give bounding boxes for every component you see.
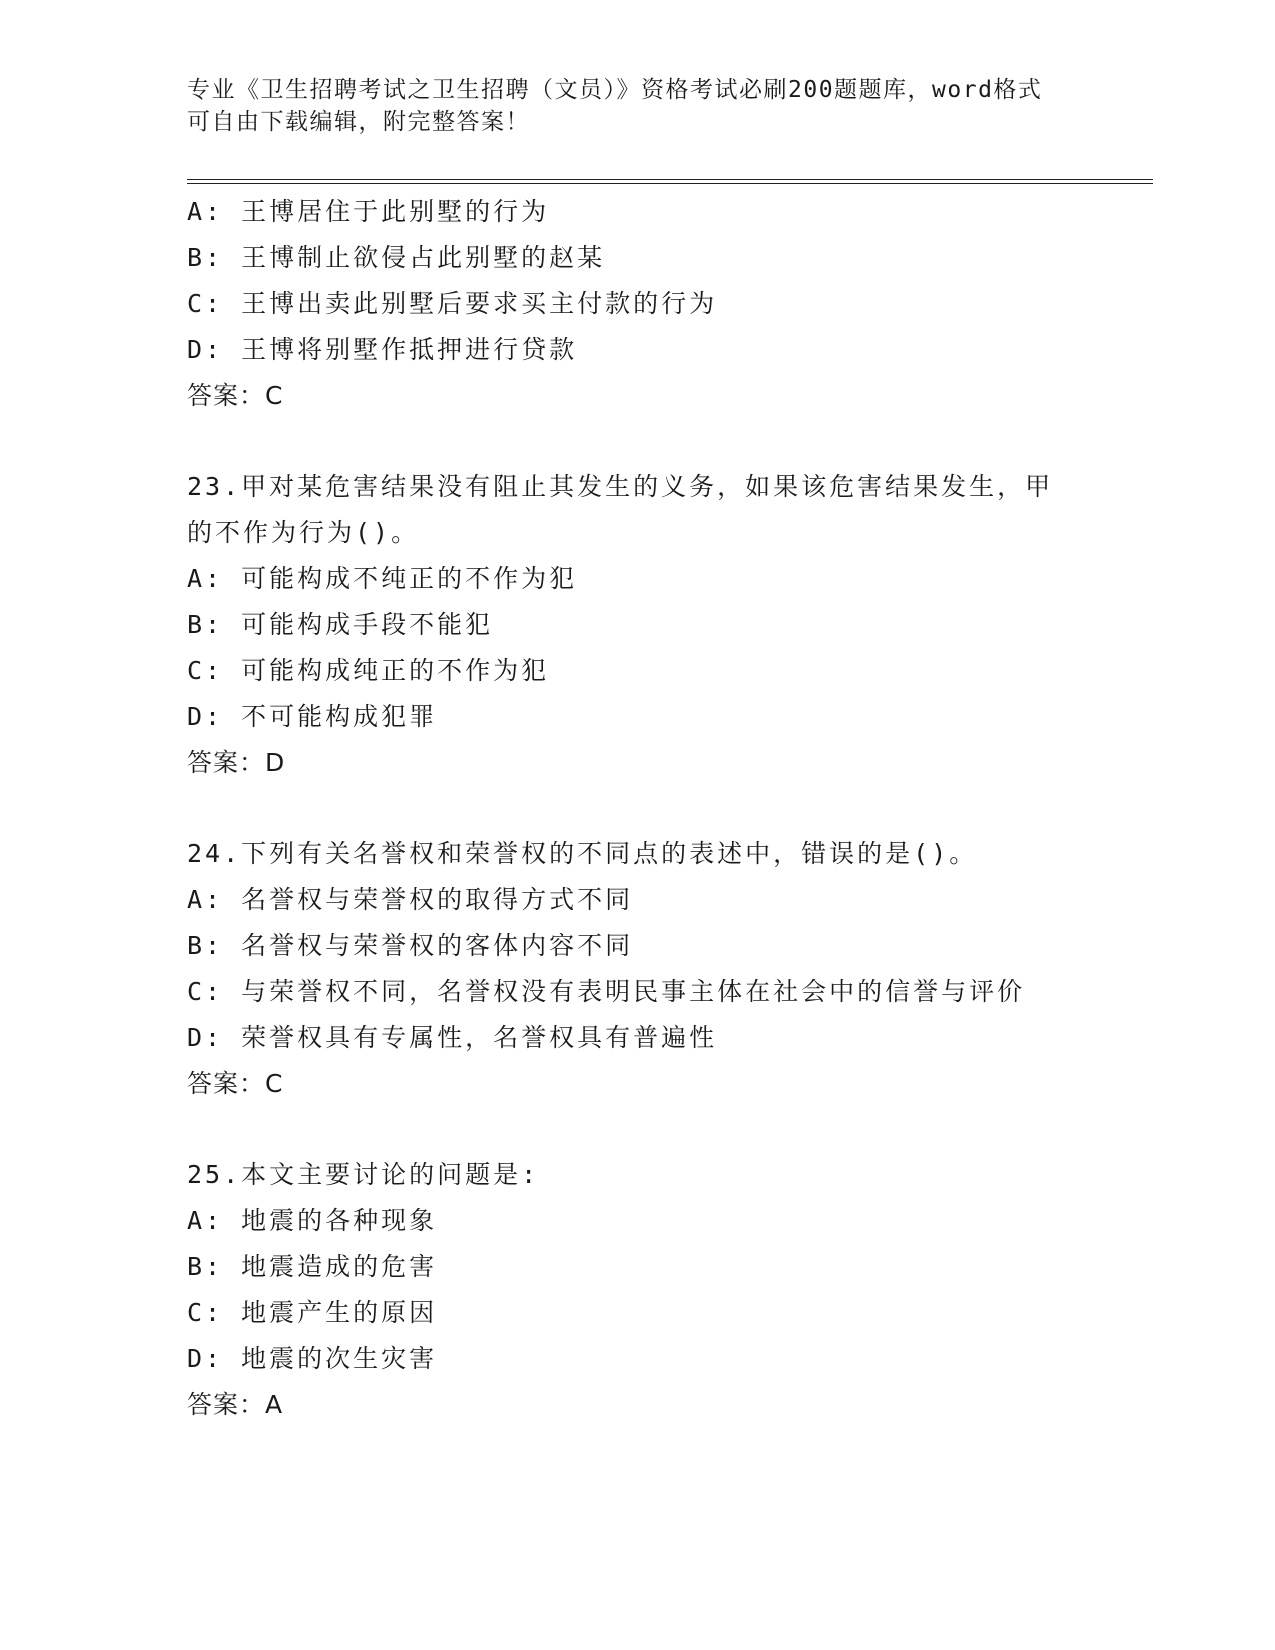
header-title-line-2: 可自由下载编辑，附完整答案！ — [187, 109, 530, 135]
answer-label: 答案：D — [187, 748, 286, 777]
option-b: B: 可能构成手段不能犯 — [187, 610, 494, 639]
question-stem-line-1: 25.本文主要讨论的问题是: — [187, 1160, 540, 1189]
option-b: B: 王博制止欲侵占此别墅的赵某 — [187, 243, 606, 272]
question-list — [187, 189, 1087, 1428]
question-stem-line-1: 24.下列有关名誉权和荣誉权的不同点的表述中，错误的是()。 — [187, 839, 978, 868]
header-divider-top — [187, 179, 1153, 180]
question-23 — [187, 464, 1087, 786]
header-title-line-1: 专业《卫生招聘考试之卫生招聘（文员）》资格考试必刷200题题库，word格式 — [187, 77, 1043, 103]
option-c: C: 可能构成纯正的不作为犯 — [187, 656, 550, 685]
option-c: C: 地震产生的原因 — [187, 1298, 438, 1327]
question-spacer — [187, 786, 1087, 831]
option-b: B: 地震造成的危害 — [187, 1252, 438, 1281]
option-d: D: 不可能构成犯罪 — [187, 702, 438, 731]
question-24 — [187, 831, 1087, 1107]
question-spacer — [187, 1107, 1087, 1152]
header-divider-bottom — [187, 183, 1153, 184]
option-c: C: 王博出卖此别墅后要求买主付款的行为 — [187, 289, 718, 318]
option-a: A: 名誉权与荣誉权的取得方式不同 — [187, 885, 634, 914]
document-header — [187, 74, 1087, 138]
answer-label: 答案：C — [187, 381, 284, 410]
question-stem-line-1: 23.甲对某危害结果没有阻止其发生的义务，如果该危害结果发生，甲 — [187, 472, 1054, 501]
question-stem-line-2: 的不作为行为()。 — [187, 518, 420, 547]
question-25 — [187, 1152, 1087, 1428]
option-b: B: 名誉权与荣誉权的客体内容不同 — [187, 931, 634, 960]
option-d: D: 荣誉权具有专属性，名誉权具有普遍性 — [187, 1023, 718, 1052]
option-a: A: 地震的各种现象 — [187, 1206, 438, 1235]
option-a: A: 王博居住于此别墅的行为 — [187, 197, 550, 226]
answer-label: 答案：A — [187, 1390, 284, 1419]
option-d: D: 王博将别墅作抵押进行贷款 — [187, 335, 578, 364]
option-a: A: 可能构成不纯正的不作为犯 — [187, 564, 578, 593]
question-spacer — [187, 419, 1087, 464]
question-22 — [187, 189, 1087, 419]
answer-label: 答案：C — [187, 1069, 284, 1098]
option-d: D: 地震的次生灾害 — [187, 1344, 438, 1373]
option-c: C: 与荣誉权不同，名誉权没有表明民事主体在社会中的信誉与评价 — [187, 977, 1026, 1006]
